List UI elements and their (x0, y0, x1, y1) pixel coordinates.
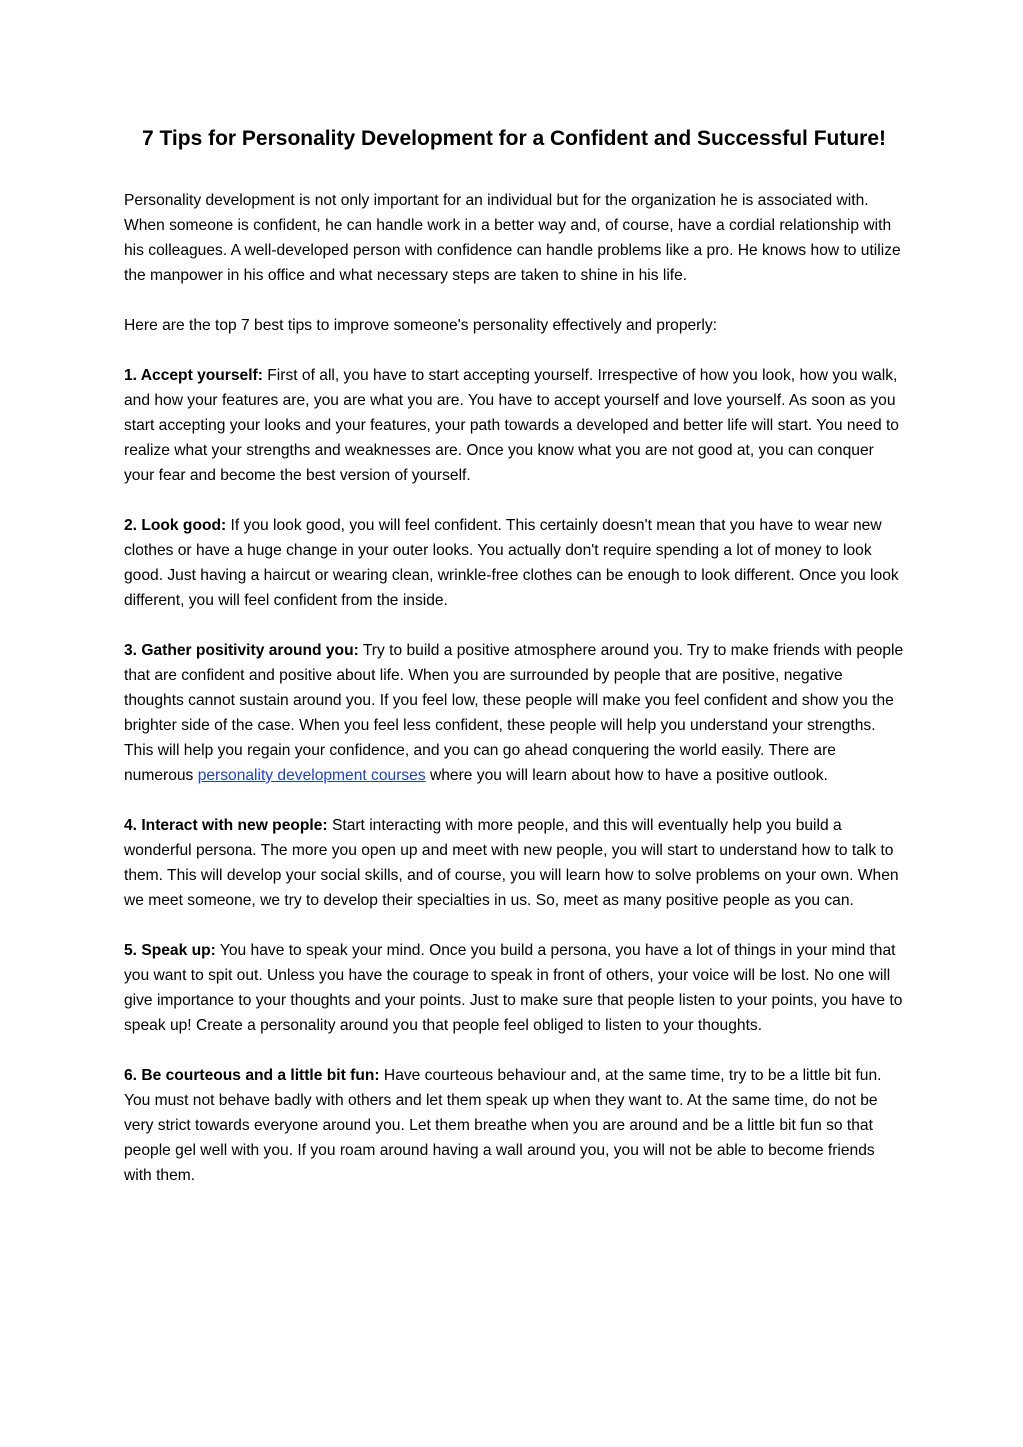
tip-2-paragraph (124, 513, 904, 613)
tip-6-heading: 6. Be courteous and a little bit fun: (124, 1067, 380, 1084)
tip-1-heading: 1. Accept yourself: (124, 367, 263, 384)
tip-3-paragraph (124, 638, 904, 788)
document-title: 7 Tips for Personality Development for a Confident and Successful Future! (141, 127, 887, 150)
tip-6-paragraph (124, 1063, 904, 1188)
tip-5-heading: 5. Speak up: (124, 942, 216, 959)
personality-courses-link[interactable]: personality development courses (197, 767, 426, 784)
tip-3-heading: 3. Gather positivity around you: (124, 642, 359, 659)
tip-2-body: If you look good, you will feel confident. This certainly doesn't mean that you have to wear new clothes or have a huge change in your outer looks. You actually don't require spending a lot of money to look good. Just having a haircut or wearing clean, wrinkle-free clothes can be enough to look different. Once you look different, you will feel confident from the inside. (124, 517, 899, 609)
tip-4-paragraph (124, 813, 904, 913)
document-page (124, 122, 904, 1213)
lead-paragraph: Here are the top 7 best tips to improve someone's personality effectively and properly: (124, 317, 717, 334)
tip-4-heading: 4. Interact with new people: (124, 817, 328, 834)
tip-1-paragraph (124, 363, 904, 488)
tip-6-body: Have courteous behaviour and, at the same time, try to be a little bit fun. You must not behave badly with others and let them speak up when they want to. At the same time, do not be very strict towards everyone around you. Let them breathe when you are around and be a little bit fun so that people gel well with you. If you roam around having a wall around you, you will not be able to become friends with them. (124, 1067, 882, 1184)
tip-4-body: Start interacting with more people, and this will eventually help you build a wonderful persona. The more you open up and meet with new people, you will start to understand how to talk to them. This will develop your social skills, and of course, you will learn how to solve problems on your own. When we meet someone, we try to develop their specialties in us. So, meet as many positive people as you can. (124, 817, 899, 909)
tip-5-body: You have to speak your mind. Once you build a persona, you have a lot of things in your mind that you want to spit out. Unless you have the courage to speak in front of others, your voice will be lost. No one will give importance to your thoughts and your points. Just to make sure that people listen to your points, you have to speak up! Create a personality around you that people feel obliged to listen to your thoughts. (124, 942, 903, 1034)
tip-3-body-after: where you will learn about how to have a positive outlook. (425, 767, 828, 784)
tip-1-body: First of all, you have to start accepting yourself. Irrespective of how you look, how you walk, and how your features are, you are what you are. You have to accept yourself and love yourself. As soon as you start accepting your looks and your features, your path towards a developed and better life will start. You need to realize what your strengths and weaknesses are. Once you know what you are not good at, you can conquer your fear and become the best version of yourself. (124, 367, 899, 484)
tip-2-heading: 2. Look good: (124, 517, 227, 534)
intro-paragraph: Personality development is not only important for an individual but for the organization he is associated with. When someone is confident, he can handle work in a better way and, of course, have a cordial relationship with his colleagues. A well-developed person with confidence can handle problems like a pro. He knows how to utilize the manpower in his office and what necessary steps are taken to shine in his life. (124, 192, 901, 284)
tip-5-paragraph (124, 938, 904, 1038)
tip-3-body: Try to build a positive atmosphere around you. Try to make friends with people that are confident and positive about life. When you are surrounded by people that are positive, negative thoughts cannot sustain around you. If you feel low, these people will make you feel confident and show you the brighter side of the case. When you feel less confident, these people will help you understand your strengths. This will help you regain your confidence, and you can go ahead conquering the world easily. There are numerous (124, 642, 904, 784)
